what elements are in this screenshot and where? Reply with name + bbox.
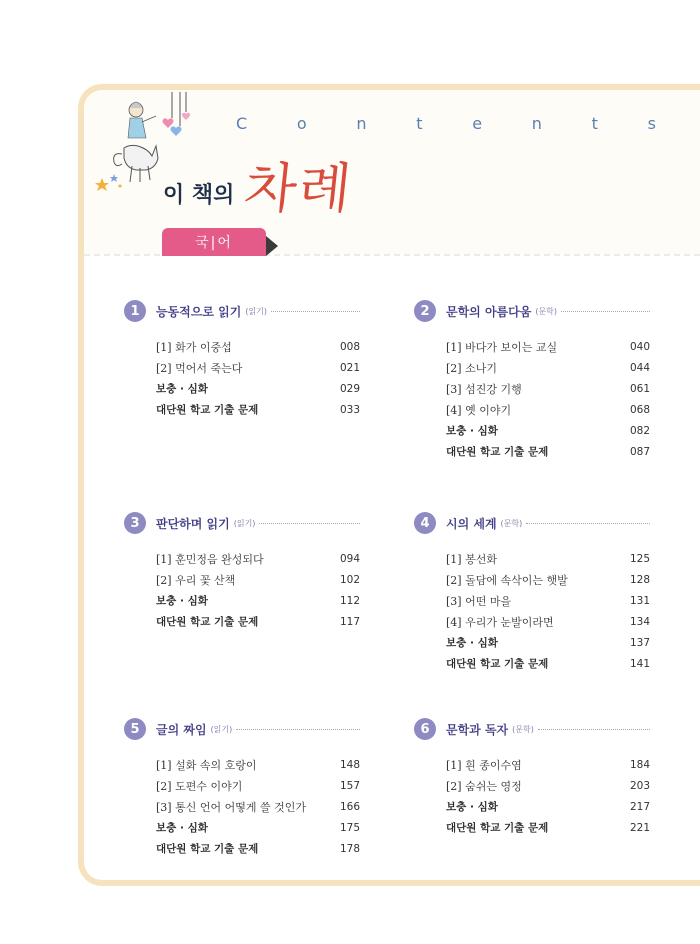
toc-item-page: 068	[629, 403, 650, 416]
toc-item[interactable]	[156, 357, 360, 378]
toc-item[interactable]	[446, 611, 650, 632]
section-number-badge: 4	[414, 512, 436, 534]
section-header	[414, 512, 650, 534]
toc-item-page: 184	[629, 758, 650, 771]
toc-item-label: [3] 통신 언어 어떻게 쓸 것인가	[156, 800, 306, 814]
toc-item[interactable]	[446, 632, 650, 653]
toc-item-label: [1] 봉선화	[446, 552, 497, 566]
section-category: (문학)	[535, 306, 558, 316]
toc-item-list	[414, 548, 650, 674]
section-header	[414, 718, 650, 740]
section-title: 판단하며 읽기	[156, 516, 230, 531]
toc-item-label: [2] 소나기	[446, 361, 497, 375]
toc-item-label: [2] 도편수 이야기	[156, 779, 243, 793]
dotted-leader	[259, 523, 360, 524]
toc-item-label: 대단원 학교 기출 문제	[156, 616, 259, 628]
contents-letter: e	[472, 114, 483, 133]
contents-heading	[236, 114, 656, 133]
toc-item-label: 대단원 학교 기출 문제	[446, 446, 549, 458]
toc-item-label: 보충 · 심화	[446, 637, 498, 649]
toc-item-page: 137	[629, 636, 650, 649]
toc-item-label: 대단원 학교 기출 문제	[156, 404, 259, 416]
toc-item-label: 대단원 학교 기출 문제	[446, 658, 549, 670]
toc-item-list	[414, 336, 650, 462]
section-category: (읽기)	[245, 306, 268, 316]
section-title: 시의 세계	[446, 516, 497, 531]
section-number-badge: 5	[124, 718, 146, 740]
section-number-badge: 1	[124, 300, 146, 322]
toc-item-label: [3] 어떤 마을	[446, 594, 512, 608]
toc-item-page: 125	[629, 552, 650, 565]
toc-item-label: 보충 · 심화	[156, 595, 208, 607]
toc-item[interactable]	[446, 569, 650, 590]
girl-figure	[128, 102, 156, 138]
heart-icon	[171, 126, 182, 136]
toc-item-label: [1] 화가 이중섭	[156, 340, 232, 354]
toc-item-page: 094	[339, 552, 360, 565]
toc-item-label: [4] 우리가 눈발이라면	[446, 615, 554, 629]
section-category: (문학)	[500, 518, 523, 528]
star-icon	[110, 174, 118, 182]
toc-item-label: [1] 설화 속의 호랑이	[156, 758, 257, 772]
toc-section-6	[414, 718, 650, 838]
contents-letter: s	[647, 114, 656, 133]
toc-item-label: [2] 숨쉬는 영정	[446, 779, 522, 793]
toc-item[interactable]	[156, 611, 360, 632]
section-header	[414, 300, 650, 322]
toc-item[interactable]	[446, 590, 650, 611]
toc-item[interactable]	[446, 548, 650, 569]
star-icon	[95, 178, 109, 191]
toc-item-page: 082	[629, 424, 650, 437]
toc-item-page: 008	[339, 340, 360, 353]
girl-cat-illustration	[94, 92, 204, 192]
toc-item-list	[414, 754, 650, 838]
section-category: (읽기)	[210, 724, 233, 734]
toc-item[interactable]	[156, 378, 360, 399]
toc-item[interactable]	[446, 357, 650, 378]
toc-item-list	[124, 754, 360, 859]
toc-item-list	[124, 336, 360, 420]
toc-item-page: 040	[629, 340, 650, 353]
toc-item-label: [2] 돌담에 속삭이는 햇발	[446, 573, 568, 587]
toc-item[interactable]	[446, 754, 650, 775]
toc-item[interactable]	[446, 336, 650, 357]
section-title: 문학과 독자	[446, 722, 509, 737]
toc-item[interactable]	[156, 817, 360, 838]
contents-letter: C	[236, 114, 248, 133]
toc-item-label: 대단원 학교 기출 문제	[156, 843, 259, 855]
toc-item-label: 보충 · 심화	[156, 822, 208, 834]
toc-item-page: 141	[629, 657, 650, 670]
toc-item-page: 157	[339, 779, 360, 792]
toc-item-page: 029	[339, 382, 360, 395]
section-number-badge: 3	[124, 512, 146, 534]
toc-item-page: 203	[629, 779, 650, 792]
toc-section-3	[124, 512, 360, 632]
toc-item-label: [4] 옛 이야기	[446, 403, 512, 417]
toc-item[interactable]	[446, 420, 650, 441]
toc-item[interactable]	[156, 838, 360, 859]
toc-item-label: [3] 섬진강 기행	[446, 382, 522, 396]
toc-item-label: 보충 · 심화	[446, 425, 498, 437]
toc-section-4	[414, 512, 650, 674]
section-number-badge: 2	[414, 300, 436, 322]
section-title: 글의 짜임	[156, 722, 207, 737]
toc-item[interactable]	[156, 569, 360, 590]
toc-item-page: 175	[339, 821, 360, 834]
toc-item-page: 221	[629, 821, 650, 834]
toc-item-label: 대단원 학교 기출 문제	[446, 822, 549, 834]
contents-letter: t	[416, 114, 423, 133]
toc-item-list	[124, 548, 360, 632]
dotted-leader	[538, 729, 650, 730]
toc-item[interactable]	[156, 548, 360, 569]
toc-item[interactable]	[156, 754, 360, 775]
contents-letter: o	[296, 114, 307, 133]
section-category: (읽기)	[233, 518, 256, 528]
toc-item-page: 178	[339, 842, 360, 855]
toc-item-page: 102	[339, 573, 360, 586]
toc-item-page: 044	[629, 361, 650, 374]
section-header	[124, 718, 360, 740]
dotted-leader	[271, 311, 360, 312]
toc-item-page: 061	[629, 382, 650, 395]
toc-item-page: 112	[339, 594, 360, 607]
heart-icon	[163, 118, 174, 128]
toc-item-page: 033	[339, 403, 360, 416]
section-header	[124, 512, 360, 534]
toc-item-page: 217	[629, 800, 650, 813]
toc-section-1	[124, 300, 360, 420]
page-title: 차례	[241, 157, 357, 220]
tab-corner	[266, 236, 278, 256]
contents-letter: t	[591, 114, 598, 133]
toc-item[interactable]	[446, 817, 650, 838]
cat-body	[124, 145, 158, 170]
title-prefix: 이 책의	[163, 183, 235, 208]
toc-item-page: 131	[629, 594, 650, 607]
toc-item[interactable]	[156, 336, 360, 357]
toc-item-page: 148	[339, 758, 360, 771]
dotted-leader	[561, 311, 650, 312]
toc-item-page: 087	[629, 445, 650, 458]
section-number-badge: 6	[414, 718, 436, 740]
section-title: 문학의 아름다움	[446, 304, 532, 319]
toc-item-page: 134	[629, 615, 650, 628]
toc-item[interactable]	[446, 378, 650, 399]
toc-section-2	[414, 300, 650, 462]
contents-letter: n	[356, 114, 367, 133]
toc-item-page: 117	[339, 615, 360, 628]
toc-item-label: [1] 흰 종이수염	[446, 758, 522, 772]
toc-item-label: [2] 먹어서 죽는다	[156, 361, 243, 375]
toc-item[interactable]	[156, 399, 360, 420]
dotted-leader	[526, 523, 650, 524]
toc-item[interactable]	[446, 653, 650, 674]
toc-item-label: 보충 · 심화	[156, 383, 208, 395]
toc-item-page: 021	[339, 361, 360, 374]
section-category: (문학)	[512, 724, 534, 734]
toc-item-label: [1] 훈민정음 완성되다	[156, 552, 264, 566]
toc-item[interactable]	[446, 775, 650, 796]
dotted-leader	[236, 729, 360, 730]
toc-item[interactable]	[446, 796, 650, 817]
contents-letter: n	[531, 114, 542, 133]
toc-item[interactable]	[156, 775, 360, 796]
toc-item-label: 보충 · 심화	[446, 801, 498, 813]
toc-section-5	[124, 718, 360, 859]
toc-item[interactable]	[156, 590, 360, 611]
toc-item[interactable]	[156, 796, 360, 817]
toc-item-label: [2] 우리 꽃 산책	[156, 573, 236, 587]
section-header	[124, 300, 360, 322]
toc-item-page: 166	[339, 800, 360, 813]
toc-item-label: [1] 바다가 보이는 교실	[446, 340, 558, 354]
toc-item[interactable]	[446, 441, 650, 462]
heart-icon	[182, 113, 190, 120]
section-title: 능동적으로 읽기	[156, 304, 242, 319]
toc-item-page: 128	[629, 573, 650, 586]
subject-tab: 국|어	[162, 228, 266, 256]
toc-item[interactable]	[446, 399, 650, 420]
